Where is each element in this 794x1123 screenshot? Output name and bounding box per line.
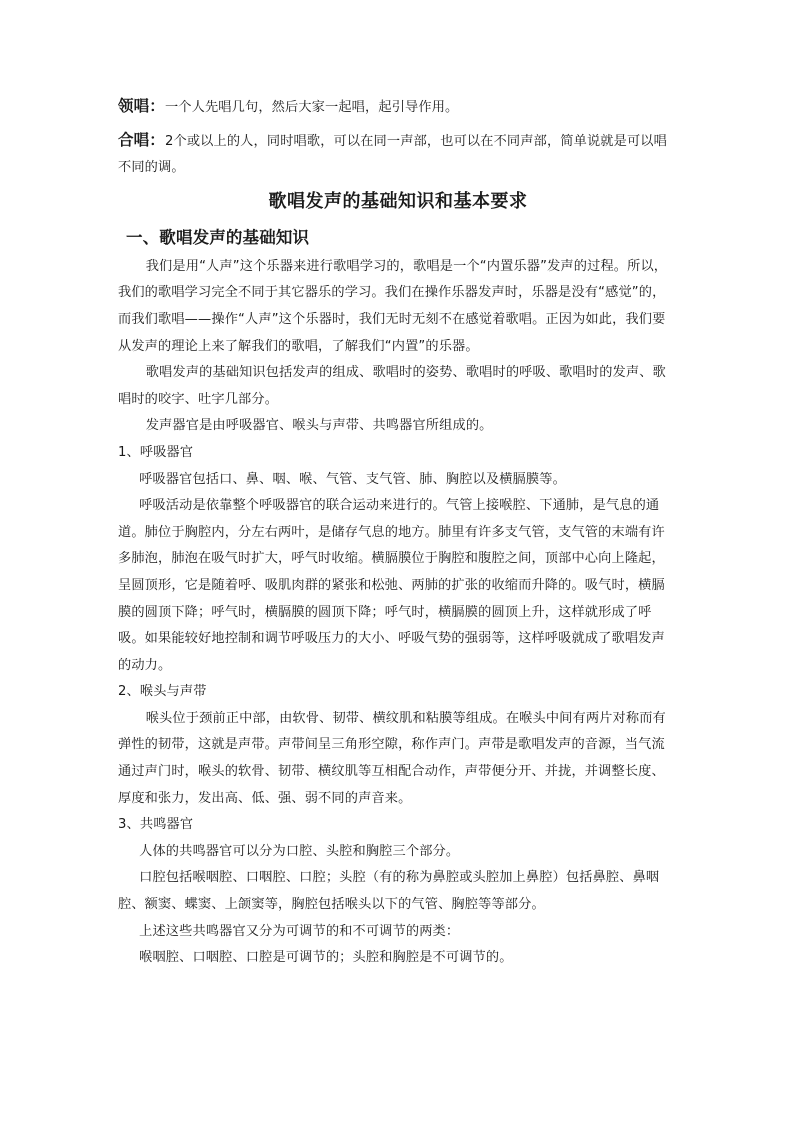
subsection-heading: 3、共鸣器官 — [118, 817, 194, 833]
paragraph: 呼吸器官包括口、鼻、咽、喉、气管、支气管、肺、胸腔以及横膈膜等。 — [139, 471, 566, 487]
document-title: 歌唱发声的基础知识和基本要求 — [268, 190, 528, 212]
definition-text: 一个人先唱几句，然后大家一起唱，起引导作用。 — [164, 100, 459, 115]
subsection-heading: 1、呼吸器官 — [118, 444, 194, 460]
definition-term: 领唱： — [118, 97, 165, 115]
document-body — [118, 93, 678, 972]
paragraph: 上述这些共鸣器官又分为可调节的和不可调节的两类： — [139, 923, 460, 939]
paragraph: 喉咽腔、口咽腔、口腔是可调节的；头腔和胸腔是不可调节的。 — [139, 950, 513, 966]
definition-term: 合唱： — [118, 130, 165, 149]
definition-lead-singing — [118, 93, 678, 122]
subsection-heading: 2、喉头与声带 — [118, 684, 207, 700]
paragraph: 我们是用“人声”这个乐器来进行歌唱学习的，歌唱是一个“内置乐器”发声的过程。所以，我们的歌唱学习完全不同于其它器乐的学习。我们在操作乐器发声时，乐器是没有“感觉”的，而我们歌唱——操作“人声”这个乐器时，我们无时无刻不在感觉着歌唱。正因为如此，我们要从发声的理论上来了解我们的歌唱，了解我们“内置”的乐器。 — [118, 258, 668, 354]
paragraph: 喉头位于颈前正中部，由软骨、韧带、横纹肌和粘膜等组成。在喉头中间有两片对称而有弹性的韧带，这就是声带。声带间呈三角形空隙，称作声门。声带是歌唱发声的音源，当气流通过声门时，喉头的软骨、韧带、横纹肌等互相配合动作，声带便分开、并拢，并调整长度、厚度和张力，发出高、低、强、弱不同的声音来。 — [118, 710, 666, 806]
paragraph: 呼吸活动是依靠整个呼吸器官的联合运动来进行的。气管上接喉腔、下通肺，是气息的通道。肺位于胸腔内，分左右两叶，是储存气息的地方。肺里有许多支气管，支气管的末端有许多肺泡，肺泡在吸气时扩大，呼气时收缩。横膈膜位于胸腔和腹腔之间，顶部中心向上隆起，呈圆顶形，它是随着呼、吸肌肉群的紧张和松弛、两肺的扩张的收缩而升降的。吸气时，横膈膜的圆顶下降；呼气时，横膈膜的圆顶下降；呼气时，横膈膜的圆顶上升，这样就形成了呼吸。如果能较好地控制和调节呼吸压力的大小、呼吸气势的强弱等，这样呼吸就成了歌唱发声的动力。 — [118, 498, 665, 673]
paragraph: 发声器官是由呼吸器官、喉头与声带、共鸣器官所组成的。 — [145, 418, 493, 434]
paragraph: 口腔包括喉咽腔、口咽腔、口腔；头腔（有的称为鼻腔或头腔加上鼻腔）包括鼻腔、鼻咽腔、额窦、蝶窦、上颌窦等，胸腔包括喉头以下的气管、胸腔等等部分。 — [118, 870, 660, 913]
paragraph: 歌唱发声的基础知识包括发声的组成、歌唱时的姿势、歌唱时的呼吸、歌唱时的发声、歌唱时的咬字、吐字几部分。 — [118, 365, 666, 407]
definition-chorus — [118, 127, 678, 182]
section-heading: 一、歌唱发声的基础知识 — [126, 227, 310, 247]
paragraph: 人体的共鸣器官可以分为口腔、头腔和胸腔三个部分。 — [139, 843, 460, 859]
definition-text: 2个或以上的人，同时唱歌，可以在同一声部，也可以在不同声部，简单说就是可以唱不同的调。 — [118, 133, 667, 176]
